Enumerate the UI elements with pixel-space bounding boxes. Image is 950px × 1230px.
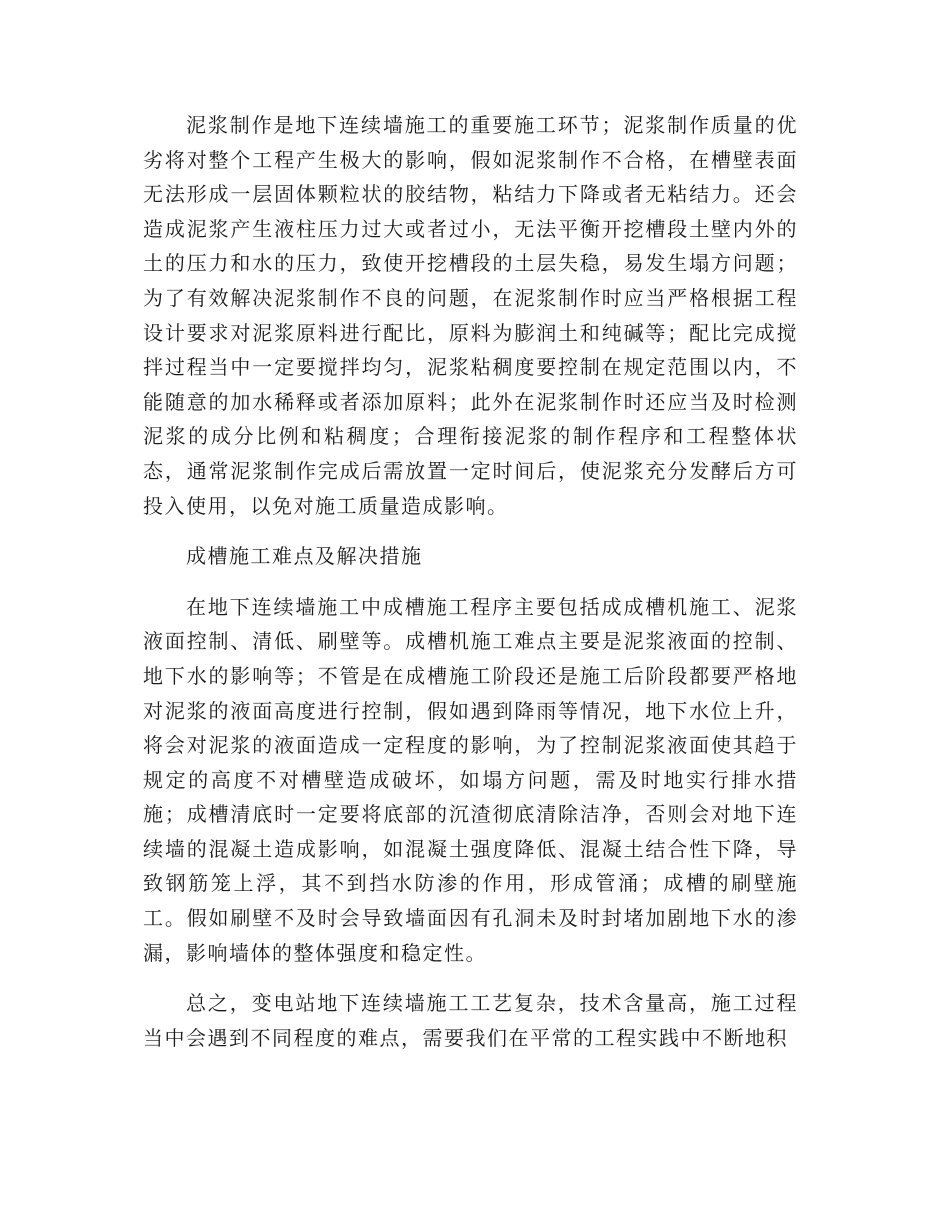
paragraph-slurry-preparation: 泥浆制作是地下连续墙施工的重要施工环节；泥浆制作质量的优劣将对整个工程产生极大的影响，假如泥浆制作不合格，在槽壁表面无法形成一层固体颗粒状的胶结物，粘结力下降或者无粘结力。还会造成泥浆产生液柱压力过大或者过小，无法平衡开挖槽段土壁内外的土的压力和水的压力，致使开挖槽段的土层失稳，易发生塌方问题；为了有效解决泥浆制作不良的问题，在泥浆制作时应当严格根据工程设计要求对泥浆原料进行配比，原料为膨润土和纯碱等；配比完成搅拌过程当中一定要搅拌均匀，泥浆粘稠度要控制在规定范围以内，不能随意的加水稀释或者添加原料；此外在泥浆制作时还应当及时检测泥浆的成分比例和粘稠度；合理衔接泥浆的制作程序和工程整体状态，通常泥浆制作完成后需放置一定时间后，使泥浆充分发酵后方可投入使用，以免对施工质量造成影响。	[143, 113, 798, 518]
paragraph-gap	[143, 523, 798, 539]
paragraph-trench-construction: 在地下连续墙施工中成槽施工程序主要包括成成槽机施工、泥浆液面控制、清低、刷壁等。成槽机施工难点主要是泥浆液面的控制、地下水的影响等；不管是在成槽施工阶段还是施工后阶段都要严格地对泥浆的液面高度进行控制，假如遇到降雨等情况，地下水位上升，将会对泥浆的液面造成一定程度的影响，为了控制泥浆液面使其趋于规定的高度不对槽壁造成破坏，如塌方问题，需及时地实行排水措施；成槽清底时一定要将底部的沉渣彻底清除洁净，否则会对地下连续墙的混凝土造成影响，如混凝土强度降低、混凝土结合性下降，导致钢筋笼上浮，其不到挡水防渗的作用，形成管涌；成槽的刷壁施工。假如刷壁不及时会导致墙面因有孔洞未及时封堵加剧地下水的渗漏，影响墙体的整体强度和稳定性。	[143, 594, 798, 965]
paragraph-gap	[143, 574, 798, 590]
document-body	[143, 108, 798, 1055]
paragraph-conclusion: 总之，变电站地下连续墙施工工艺复杂，技术含量高，施工过程当中会遇到不同程度的难点，需要我们在平常的工程实践中不断地积	[143, 991, 798, 1050]
paragraph-gap	[143, 970, 798, 986]
section-heading-trench-construction: 成槽施工难点及解决措施	[186, 544, 423, 569]
